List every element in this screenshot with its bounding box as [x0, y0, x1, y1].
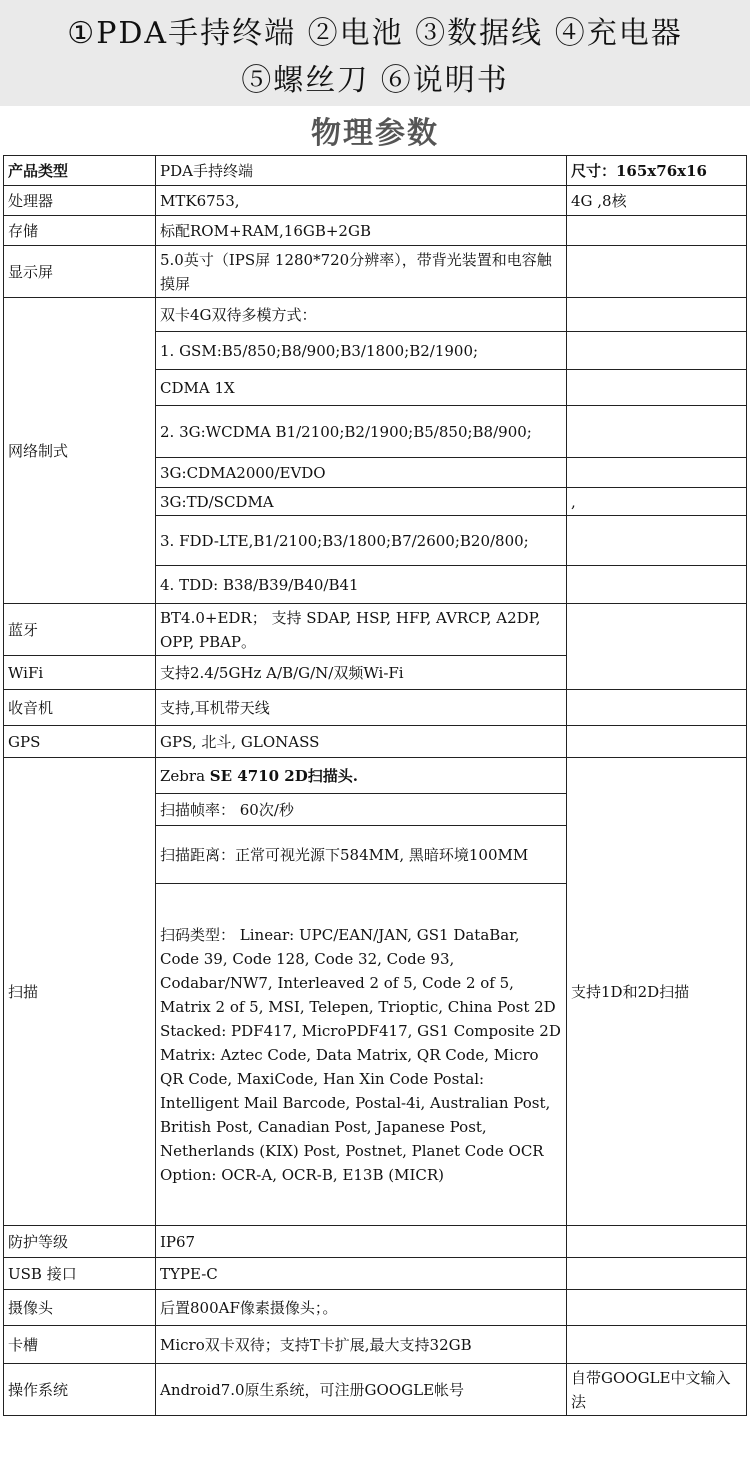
accessories-line-1: ①PDA手持终端 ②电池 ③数据线 ④充电器 [67, 16, 683, 51]
spec-value: CDMA 1X [156, 370, 567, 406]
table-row [4, 1226, 747, 1258]
spec-extra [567, 246, 747, 298]
spec-value: 扫码类型： Linear: UPC/EAN/JAN, GS1 DataBar, Code 39, Code 128, Code 32, Code 93, Codabar/NW7, Interleaved 2 of 5, Code 2 of 5, Matrix 2 of 5, MSI, Telepen, Trioptic, China Post 2D Stacked: PDF417, MicroPDF417, GS1 Composite 2D Matrix: Aztec Code, Data Matrix, QR Code, Micro QR Code, MaxiCode, Han Xin Code Postal: Intelligent Mail Barcode, Postal-4i, Australian Post, British Post, Canadian Post, Japanese Post, Netherlands (KIX) Post, Postnet, Planet Code OCR Option: OCR-A, OCR-B, E13B (MICR) [156, 884, 567, 1226]
spec-label: 摄像头 [4, 1290, 156, 1326]
spec-value: 2. 3G:WCDMA B1/2100;B2/1900;B5/850;B8/900; [156, 406, 567, 458]
spec-extra [567, 1226, 747, 1258]
spec-value: TYPE-C [156, 1258, 567, 1290]
table-row [4, 1258, 747, 1290]
spec-value: Android7.0原生系统，可注册GOOGLE帐号 [156, 1364, 567, 1416]
table-row [4, 186, 747, 216]
page-title: 物理参数 [311, 116, 439, 151]
spec-value: 1. GSM:B5/850;B8/900;B3/1800;B2/1900; [156, 332, 567, 370]
spec-label: 蓝牙 [4, 604, 156, 656]
table-row [4, 1326, 747, 1364]
spec-value: 5.0英寸（IPS屏 1280*720分辨率），带背光装置和电容触摸屏 [156, 246, 567, 298]
spec-label: 收音机 [4, 690, 156, 726]
spec-extra: 自带GOOGLE中文输入法 [567, 1364, 747, 1416]
table-row [4, 246, 747, 298]
accessories-line-2: ⑤螺丝刀 ⑥说明书 [241, 63, 509, 98]
spec-label: WiFi [4, 656, 156, 690]
table-row [4, 604, 747, 656]
accessories-banner [0, 0, 750, 106]
table-row [4, 298, 747, 332]
spec-extra [567, 604, 747, 690]
spec-extra [567, 1290, 747, 1326]
table-row [4, 690, 747, 726]
spec-label: 存储 [4, 216, 156, 246]
spec-value: 支持2.4/5GHz A/B/G/N/双频Wi-Fi [156, 656, 567, 690]
spec-extra [567, 516, 747, 566]
spec-extra [567, 726, 747, 758]
spec-extra [567, 690, 747, 726]
table-row [4, 1364, 747, 1416]
spec-value: MTK6753, [156, 186, 567, 216]
spec-extra [567, 216, 747, 246]
spec-value: 双卡4G双待多模方式： [156, 298, 567, 332]
spec-table [3, 155, 747, 1416]
spec-extra [567, 298, 747, 332]
spec-extra [567, 406, 747, 458]
spec-extra: 4G ,8核 [567, 186, 747, 216]
scan-engine-prefix: Zebra [160, 766, 210, 785]
spec-extra [567, 1258, 747, 1290]
spec-label: 处理器 [4, 186, 156, 216]
spec-value: 扫描帧率： 60次/秒 [156, 794, 567, 826]
spec-label: 卡槽 [4, 1326, 156, 1364]
table-row [4, 726, 747, 758]
spec-value: 扫描距离：正常可视光源下584MM, 黑暗环境100MM [156, 826, 567, 884]
spec-extra [567, 1326, 747, 1364]
spec-extra: 尺寸：165x76x16 [567, 156, 747, 186]
spec-value: Micro双卡双待；支持T卡扩展,最大支持32GB [156, 1326, 567, 1364]
spec-extra [567, 458, 747, 488]
spec-extra [567, 370, 747, 406]
spec-extra: 支持1D和2D扫描 [567, 758, 747, 1226]
spec-value: 4. TDD: B38/B39/B40/B41 [156, 566, 567, 604]
spec-label: 扫描 [4, 758, 156, 1226]
spec-value [156, 758, 567, 794]
spec-value: IP67 [156, 1226, 567, 1258]
table-row [4, 216, 747, 246]
spec-label: 网络制式 [4, 298, 156, 604]
table-row [4, 156, 747, 186]
spec-label: 显示屏 [4, 246, 156, 298]
spec-extra [567, 332, 747, 370]
spec-label: 产品类型 [4, 156, 156, 186]
spec-value: BT4.0+EDR； 支持 SDAP, HSP, HFP, AVRCP, A2DP, OPP, PBAP。 [156, 604, 567, 656]
spec-value: PDA手持终端 [156, 156, 567, 186]
spec-label: USB 接口 [4, 1258, 156, 1290]
table-row [4, 758, 747, 794]
spec-label: 操作系统 [4, 1364, 156, 1416]
spec-value: 3. FDD-LTE,B1/2100;B3/1800;B7/2600;B20/800; [156, 516, 567, 566]
spec-extra [567, 566, 747, 604]
spec-value: 后置800AF像素摄像头；。 [156, 1290, 567, 1326]
spec-label: 防护等级 [4, 1226, 156, 1258]
spec-value: 支持,耳机带天线 [156, 690, 567, 726]
spec-value: 3G:CDMA2000/EVDO [156, 458, 567, 488]
scan-engine-model: SE 4710 2D扫描头. [209, 766, 358, 785]
spec-label: GPS [4, 726, 156, 758]
spec-value: 标配ROM+RAM,16GB+2GB [156, 216, 567, 246]
spec-value: 3G:TD/SCDMA [156, 488, 567, 516]
spec-value: GPS, 北斗, GLONASS [156, 726, 567, 758]
spec-extra: , [567, 488, 747, 516]
table-row [4, 1290, 747, 1326]
